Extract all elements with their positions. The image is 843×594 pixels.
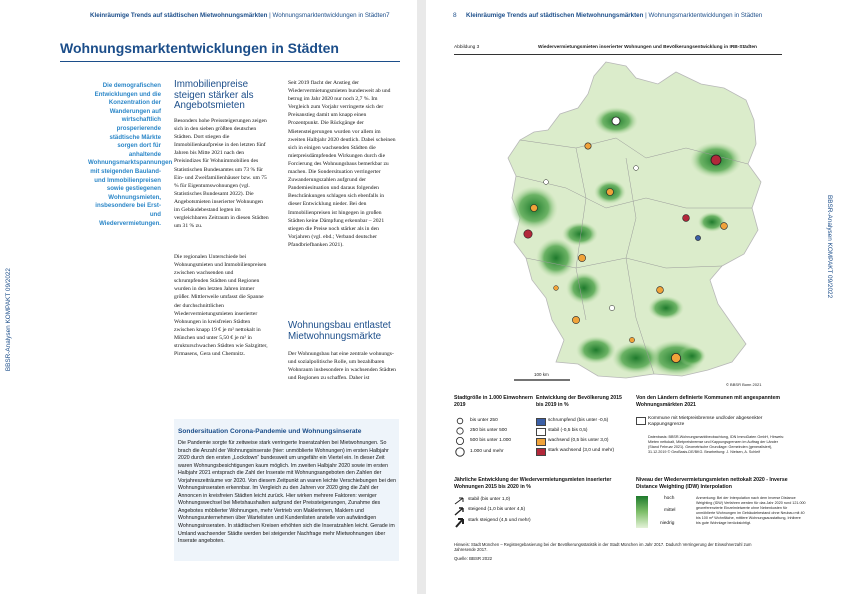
city-marker: [721, 223, 728, 230]
heading-immobilienpreise: Immobilienpreise steigen stärker als Angebotsmieten: [174, 79, 254, 111]
legend-states-item: Kommune mit Mietpreisbremse und/oder abgesenkter Kappungsgrenze: [648, 416, 763, 427]
legend-pop-item-4: stark wachsend (3,0 und mehr): [548, 448, 615, 453]
city-marker: [578, 254, 585, 261]
city-marker: [554, 286, 559, 291]
legend-rent-item-3: stark steigend (4,5 und mehr): [468, 518, 531, 523]
right-page: [426, 0, 843, 594]
arrow-stable-icon: [455, 498, 463, 504]
figure-rule: [454, 54, 782, 55]
lead-text: Die demografischen Entwicklungen und die Konzentration der Wanderungen auf wirtschaftlich prosperierende städtische Märkte sorgen dort für anhaltende Wohnungsmarktspannungen mit steigenden Bauland- und Immobilienpreisen sowie gestiegenen Wohnungsmieten, insbesondere bei Erst- und Wiedervermietungen.: [88, 82, 173, 227]
heading-wohnungsbau: Wohnungsbau entlastet Mietwohnungsmärkte: [288, 320, 391, 342]
city-marker: [524, 230, 532, 238]
data-note: Datenbasis: BBSR-Wohnungsmarktbeobachtung, IDN ImmoDaten GmbH, Hinweis: Mieten nettokalt, Mietpreisbremse und Kappungsgrenzen im Auftrag der Länder (Stand Februar 2021). Geometrische Grundlage: Gemeinden (generalisiert), 31.12.2019 © GeoBasis-DE/BKG. Bearbeitung: J. Nielsen, A. Schleif: [648, 435, 785, 454]
city-marker: [572, 316, 579, 323]
left-page: [0, 0, 417, 594]
page-number: 8: [453, 12, 457, 19]
city-marker: [544, 180, 549, 185]
legend-rent-item-2: steigend (1,0 bis unter 4,5): [468, 507, 526, 512]
legend-idw-high: hoch: [664, 496, 675, 501]
legend-idw-mid: mittel: [664, 508, 676, 513]
legend-idw-low: niedrig: [660, 521, 675, 526]
city-marker: [695, 235, 700, 240]
legend-pop-title: Entwicklung der Bevölkerung 2015 bis 2019 in %: [536, 395, 622, 408]
scale-label: 100 km: [534, 372, 549, 377]
legend-size-symbols: [454, 417, 468, 457]
legend-size-title: Stadtgröße in 1.000 Einwohnern 2019: [454, 395, 533, 408]
info-box-text: Die Pandemie sorgte für zeitweise stark verringerte Inseratzahlen bei Mietwohnungen. So brach die Anzahl der Wohnungsinserate (hier: unmöblierte Wohnungen) im ersten Halbjahr 2020 durch den ersten „Lockdown“ bundesweit um ungefähr ein Viertel ein. In dieser Zeit waren Wohnungsbesichtigungen kaum möglich. Im zweiten Halbjahr 2020 sowie im ersten Halbjahr 2021 entsprach die Zahl der Inserate mit Wohnungsangeboten den Zahlen der Vorjahreszeiträume vor 2020. Von diesem Zeitpunkt an waren leichte Verschiebungen bei den Wohnungsinseraten erkennbar. Im Vergleich zu den Jahren vor 2020 ging die Zahl der Annoncen in kreisfreien Städten leicht zurück. Hier wirken mehrere Faktoren: weniger Wohnungswechsel bei Mietshaushalten aufgrund der Preissteigerungen, Zunahme des Angebotes möblierter Wohnungen, mehr Vertrieb von Maklerinnen, Maklern und Wohnungsunternehmen über Wartelisten und Kundenlisten anstelle von aufwändigen Wohnungsinseraten. In städtischen Kreisen erhöhten sich die Inseratzahlen leicht. Gerade im Umland wachsender Städte werden bei steigender Nachfrage mehr Mietwohnungen über Inserate angeboten.: [178, 440, 397, 545]
city-marker: [634, 166, 639, 171]
city-marker: [683, 215, 690, 222]
city-marker: [711, 155, 721, 165]
arrow-strong-rising-icon: [456, 519, 463, 527]
footnote: Hinweis: Stadt München – Registergebasierung bei der Bevölkerungsstatistik in der Stadt München im Jahr 2017. Dadurch Verringerung der Einwohnerzahl zum Jahresende 2017.: [454, 542, 752, 552]
map-copyright: © BBSR Bonn 2021: [726, 382, 762, 387]
legend-rent-arrows: [454, 496, 466, 530]
legend-idw-gradient: [636, 496, 648, 528]
col2-paragraph-2: Der Wohnungsbau hat eine zentrale wohnungs- und sozialpolitische Rolle, um bezahlbaren Wohnraum insbesondere in wachsenden Städten und Regionen zu schaffen. Daher ist: [288, 351, 396, 382]
legend-size-item-3: 500 bis unter 1.000: [470, 438, 512, 443]
city-marker: [531, 205, 538, 212]
legend-states-title: Von den Ländern definierte Kommunen mit angespanntem Wohnungsmärkten 2021: [636, 395, 781, 408]
germany-map: [486, 58, 806, 388]
city-marker: [585, 143, 591, 149]
idw-note: Anmerkung: Bei der Interpolation nach dem Inverse Distance Weighting (IDW) Verfahren werden für das Jahr 2020 rund 121.000 georeferenzierte Einzelmietwerte ohne Nebenkosten für unmöblierte Wohnungen im Gebäudebestand ohne Neubau mit 40 bis 100 m² Wohnfläche, mittlere Wohnungsausstattung, Inhibere bis gute Wohnlage berücksichtigt.: [696, 496, 806, 525]
col1-paragraph-1: Besonders hohe Preissteigerungen zeigen sich in den sieben größten deutschen Städten. Dort stiegen die Immobilienkaufpreise in den letzten fünf Jahren bis Mitte 2021 nach den Preisindizes für Wohnimmobilien des Statistischen Bundesamtes um 73 % für Ein- und Zweifamilienhäuser bzw. um 75 % für Eigentumswohnungen (vgl. Statistisches Bundesamt 2022). Die Angebotsmieten inserierter Wohnungen im Gebäudebestand legten im vergleichbaren Zeitraum in diesen Städten um 31 % zu.: [174, 118, 269, 230]
page-number: 7: [386, 12, 390, 19]
side-label: BBSR-Analysen KOMPAKT 09/2022: [5, 268, 12, 372]
col1-paragraph-2: Die regionalen Unterschiede bei Wohnungsmieten und Immobilienpreisen zwischen wachsenden und schrumpfenden Städten und Regionen wurden in den letzten Jahren immer größer. Mittlerweile umfasst die Spanne der durchschnittlichen Wiedervermietungsmieten inserierter Wohnungen in kreisfreien Städten zwischen knapp 19 € je m² nettokalt in München und unter 5,50 € je m² in strukturschwachen Städten wie Salzgitter, Pirmasens, Gera und Chemnitz.: [174, 254, 268, 358]
city-marker: [607, 189, 614, 196]
page-title: Wohnungsmarktentwicklungen in Städten: [60, 40, 339, 56]
city-marker: [629, 337, 634, 342]
legend-rent-title: Jährliche Entwicklung der Wiedervermietungsmieten inserierter Wohnungen 2015 bis 2020 in %: [454, 477, 612, 490]
legend-size-item-2: 250 bis unter 500: [470, 428, 508, 433]
legend-pop-swatch-3: [536, 438, 546, 446]
city-marker: [671, 353, 680, 362]
running-header: Kleinräumige Trends auf städtischen Mietwohnungsmärkten | Wohnungsmarktentwicklungen in Städten: [90, 12, 387, 19]
figure-title: Wiedervermietungsmieten inserierter Wohnungen und Bevölkerungsentwicklung in IRB-Städten: [538, 45, 757, 50]
legend-size-item-1: bis unter 250: [470, 418, 498, 423]
side-label: BBSR-Analysen KOMPAKT 09/2022: [826, 195, 833, 299]
running-header: Kleinräumige Trends auf städtischen Mietwohnungsmärkten | Wohnungsmarktentwicklungen in Städten: [466, 12, 763, 19]
legend-size-item-4: 1.000 und mehr: [470, 449, 504, 454]
legend-pop-item-2: stabil (-0,5 bis 0,5): [548, 428, 588, 433]
legend-pop-item-1: schrumpfend (bis unter -0,5): [548, 418, 609, 423]
legend-pop-swatch-2: [536, 428, 546, 436]
legend-pop-swatch-1: [536, 418, 546, 426]
info-box-title: Sondersituation Corona-Pandemie und Wohnungsinserate: [178, 428, 362, 435]
city-marker: [609, 305, 614, 310]
legend-states-swatch: [636, 417, 646, 425]
col2-paragraph-1: Seit 2019 flacht der Anstieg der Wiedervermietungsmieten bundesweit ab und betrug im Jahr 2020 nur noch 2,7 %. Im Vergleich zum Vorjahr verringerte sich der Preisanstieg damit um knapp einen Prozentpunkt. Die Rückgänge der Mietensteigerungen wurden vor allem im zweiten Halbjahr 2020 deutlich. Dabei scheinen sich in einigen wachsenden Städten die mietpreisdämpfenden Wirkungen durch die Forcierung des Wohnungsbaus bemerkbar zu machen. Die Sondersituation verringerter Zuwanderungszahlen aufgrund der Pandemiesituation und daraus folgenden Beschränkungen schlagen sich ebenfalls in dieser Entwicklung nieder. Bei den Immobilienpreisen ist hingegen in großen Städten keine Dämpfung erkennbar – 2021 stiegen die Preise noch stärker als in den Vorjahren (vgl. ebd.; Verband deutscher Pfandbriefbanken 2021).: [288, 80, 396, 248]
figure-label: Abbildung 3: [454, 45, 480, 50]
legend-idw-title: Niveau der Wiedervermietungsmieten nettokalt 2020 - Inverse Distance Weighting (IDW) Interpolation: [636, 477, 788, 490]
legend-pop-swatch-4: [536, 448, 546, 456]
city-marker: [657, 287, 664, 294]
legend-pop-item-3: wachsend (0,5 bis unter 3,0): [548, 438, 609, 443]
arrow-rising-icon: [455, 508, 463, 515]
source: Quelle: BBSR 2022: [454, 556, 493, 561]
city-marker: [612, 117, 620, 125]
legend-rent-item-1: stabil (bis unter 1,0): [468, 497, 511, 502]
title-rule: [60, 61, 400, 62]
